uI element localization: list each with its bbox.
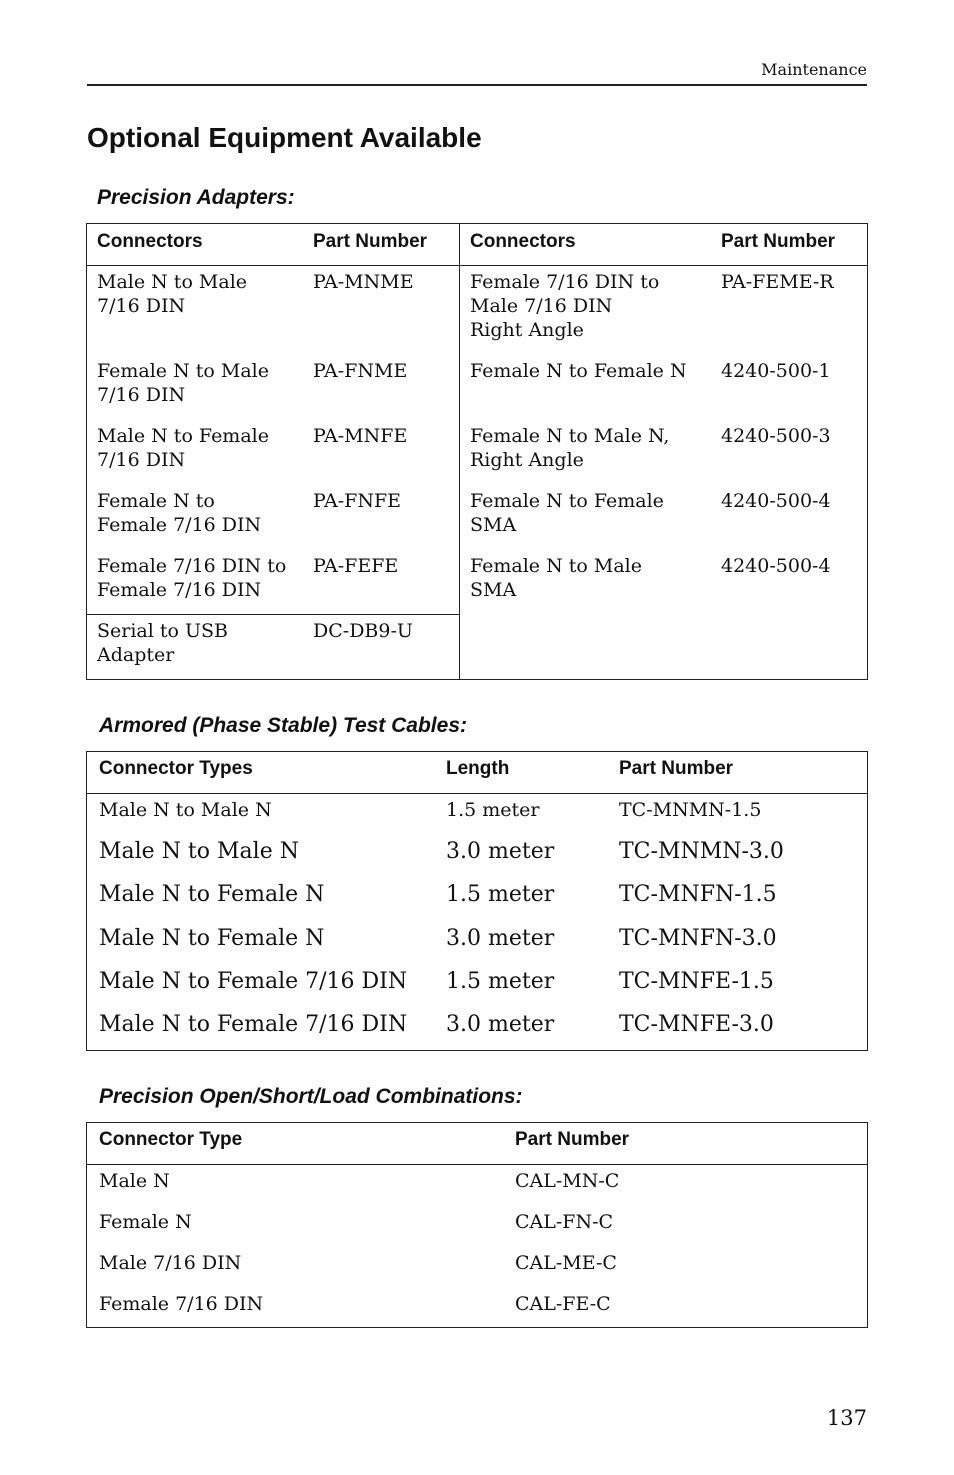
header-divider <box>87 793 867 794</box>
cable-connector: Male N to Male N <box>99 839 299 864</box>
osl-part: CAL-FN-C <box>515 1211 614 1233</box>
cable-length: 3.0 meter <box>446 926 555 951</box>
cable-length: 1.5 meter <box>446 799 540 821</box>
cable-part: TC-MNMN-1.5 <box>619 799 762 821</box>
adapter-left-connector: Female N to Male 7/16 DIN <box>97 360 269 406</box>
cable-connector: Male N to Female 7/16 DIN <box>99 969 408 994</box>
cable-part: TC-MNFN-1.5 <box>619 882 777 907</box>
row-divider <box>87 614 459 615</box>
adapter-right-connector: Female 7/16 DIN to Male 7/16 DIN Right Angle <box>470 271 660 341</box>
adapter-right-part: PA-FEME-R <box>721 271 834 293</box>
cables-section-title: Armored (Phase Stable) Test Cables: <box>99 714 467 737</box>
osl-connector: Female 7/16 DIN <box>99 1293 264 1315</box>
cable-part: TC-MNFE-1.5 <box>619 969 774 994</box>
adapter-right-connector: Female N to Male SMA <box>470 555 642 601</box>
header-divider <box>87 1164 867 1165</box>
cables-table <box>86 751 868 1051</box>
adapters-table <box>86 223 868 680</box>
adapters-section-title: Precision Adapters: <box>97 186 295 209</box>
running-header <box>87 58 867 86</box>
adapter-left-connector: Female 7/16 DIN to Female 7/16 DIN <box>97 555 287 601</box>
page-title: Optional Equipment Available <box>87 122 482 153</box>
adapter-left-part: PA-MNFE <box>313 425 408 447</box>
cable-length: 1.5 meter <box>446 882 555 907</box>
osl-connector: Male 7/16 DIN <box>99 1252 242 1274</box>
osl-section-title: Precision Open/Short/Load Combinations: <box>99 1085 523 1108</box>
osl-connector: Male N <box>99 1170 170 1192</box>
adapter-left-part: DC-DB9-U <box>313 620 413 642</box>
osl-part: CAL-FE-C <box>515 1293 611 1315</box>
adapter-left-connector: Serial to USB Adapter <box>97 620 228 666</box>
osl-connector: Female N <box>99 1211 192 1233</box>
osl-part: CAL-ME-C <box>515 1252 617 1274</box>
cable-part: TC-MNFE-3.0 <box>619 1012 774 1037</box>
adapter-left-part: PA-FNFE <box>313 490 402 512</box>
cables-header-part-number: Part Number <box>619 758 734 779</box>
adapter-left-part: PA-FNME <box>313 360 408 382</box>
cable-connector: Male N to Female 7/16 DIN <box>99 1012 408 1037</box>
cable-connector: Male N to Female N <box>99 926 325 951</box>
adapters-header-connectors-right: Connectors <box>470 231 576 252</box>
adapter-right-part: 4240-500-1 <box>721 360 831 382</box>
adapter-right-connector: Female N to Female SMA <box>470 490 664 536</box>
adapter-left-part: PA-FEFE <box>313 555 399 577</box>
cable-part: TC-MNFN-3.0 <box>619 926 777 951</box>
cables-header-length: Length <box>446 758 510 779</box>
header-divider <box>87 265 867 266</box>
cable-length: 3.0 meter <box>446 1012 555 1037</box>
adapter-left-connector: Male N to Female 7/16 DIN <box>97 425 269 471</box>
column-divider <box>459 224 460 679</box>
osl-part: CAL-MN-C <box>515 1170 620 1192</box>
adapter-right-connector: Female N to Female N <box>470 360 687 382</box>
cable-length: 3.0 meter <box>446 839 555 864</box>
adapters-header-connectors-left: Connectors <box>97 231 203 252</box>
page-number: 137 <box>826 1406 867 1430</box>
adapter-right-connector: Female N to Male N, Right Angle <box>470 425 670 471</box>
adapter-right-part: 4240-500-4 <box>721 490 831 512</box>
cable-connector: Male N to Male N <box>99 799 272 821</box>
adapters-header-part-left: Part Number <box>313 231 428 252</box>
adapter-right-part: 4240-500-3 <box>721 425 831 447</box>
cables-header-connector-types: Connector Types <box>99 758 253 779</box>
adapter-left-connector: Female N to Female 7/16 DIN <box>97 490 262 536</box>
adapter-right-part: 4240-500-4 <box>721 555 831 577</box>
cable-part: TC-MNMN-3.0 <box>619 839 784 864</box>
adapter-left-connector: Male N to Male 7/16 DIN <box>97 271 248 317</box>
osl-table <box>86 1122 868 1328</box>
cable-length: 1.5 meter <box>446 969 555 994</box>
running-header-title: Maintenance <box>761 60 867 79</box>
osl-header-part-number: Part Number <box>515 1129 630 1150</box>
adapter-left-part: PA-MNME <box>313 271 414 293</box>
osl-header-connector-type: Connector Type <box>99 1129 243 1150</box>
cable-connector: Male N to Female N <box>99 882 325 907</box>
adapters-header-part-right: Part Number <box>721 231 836 252</box>
